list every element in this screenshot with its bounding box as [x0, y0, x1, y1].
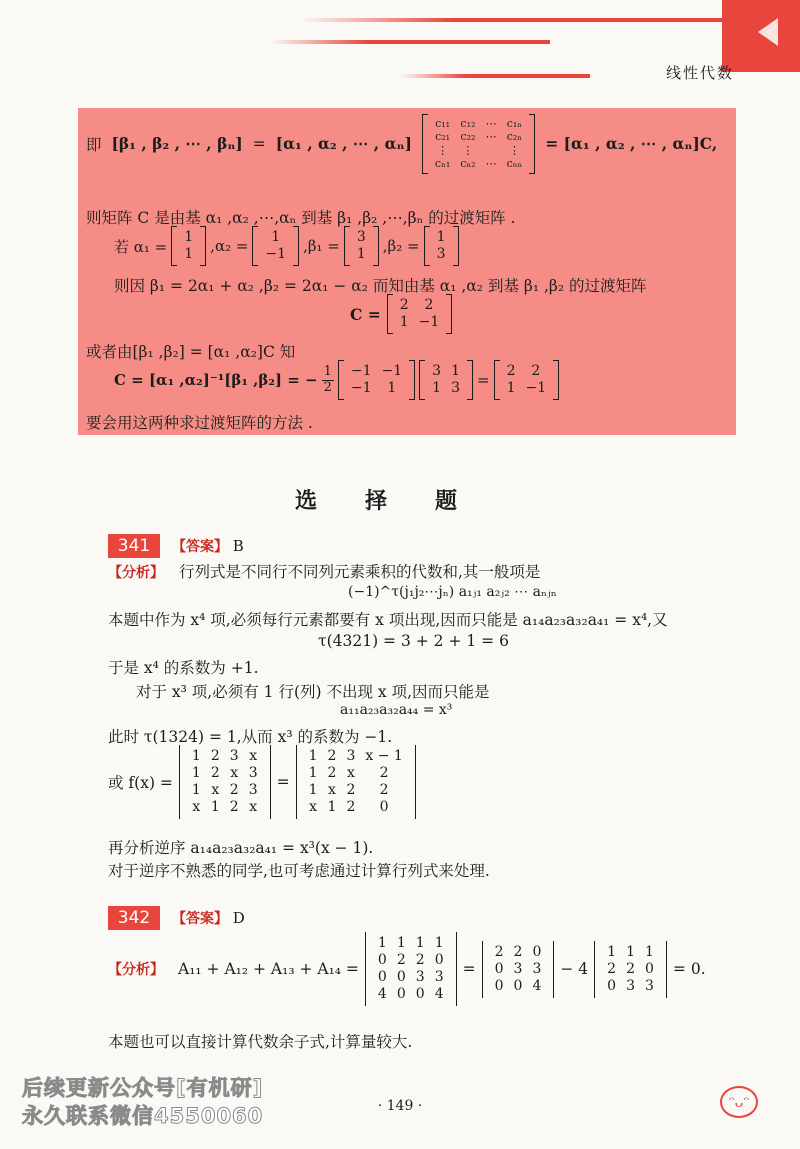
box-line-7: [114, 360, 559, 400]
answer-line: 【答案】 D: [172, 909, 245, 927]
vector-b1: 3 1: [344, 226, 379, 266]
analysis-line-4: 对于 x³ 项,必须有 1 行(列) 不出现 x 项,因而只能是: [136, 683, 490, 701]
box-text: 若 α₁ =: [114, 237, 168, 256]
determinant-3x3-a: 2 2 0 0 3 3 0 0 4: [482, 941, 555, 998]
minus-four: − 4: [560, 960, 589, 979]
question-number: 342: [108, 906, 160, 930]
equals-sign: =: [252, 134, 266, 153]
formula-general-term: (−1)^τ(j₁j₂⋯jₙ) a₁ⱼ₁ a₂ⱼ₂ ⋯ aₙⱼₙ: [348, 584, 557, 600]
matrix-inverse: −1 −1 −1 1: [338, 360, 415, 400]
box-line-5: [350, 294, 452, 334]
box-text: ,β₁ =: [303, 237, 340, 256]
header-stripe: [270, 40, 550, 44]
equals-sign: =: [462, 960, 476, 979]
answer-value: B: [232, 537, 244, 555]
smiley-icon: ᵔᴗᵔ: [720, 1086, 758, 1118]
note-line: 本题也可以直接计算代数余子式,计算量较大.: [108, 1033, 413, 1051]
determinant-equation: [108, 745, 416, 819]
box-text: ,β₂ =: [382, 237, 420, 256]
analysis-line-3: 于是 x⁴ 的系数为 +1.: [108, 659, 259, 677]
box-line-2: 则矩阵 C 是由基 α₁ ,α₂ ,⋯,αₙ 到基 β₁ ,β₂ ,⋯,βₙ 的过渡矩阵 .: [86, 209, 516, 227]
formula-tau: τ(4321) = 3 + 2 + 1 = 6: [318, 632, 509, 650]
summary-box: [78, 108, 736, 435]
question-number: 341: [108, 534, 160, 558]
analysis-line-1: 【分析】 行列式是不同行不同列元素乘积的代数和,其一般项是: [108, 563, 541, 581]
c-matrix: c₁₁ c₁₂ ⋯ c₁ₙ c₂₁ c₂₂ ⋯ c₂ₙ ⋮ ⋮ ⋮ cₙ₁ cₙ₂ ⋯ cₙₙ: [422, 114, 535, 174]
box-line-6: 或者由[β₁ ,β₂] = [α₁ ,α₂]C 知: [86, 343, 296, 361]
determinant-4x4: 1 1 1 1 0 2 2 0 0 0 3 3 4 0 0 4: [365, 932, 457, 1006]
box-text: ,α₂ =: [210, 237, 249, 256]
determinant-1: 1 2 3 x 1 2 x 3 1 x 2 3 x 1 2 x: [179, 745, 271, 819]
analysis-line-8: 对于逆序不熟悉的同学,也可考虑通过计算行列式来处理.: [108, 862, 490, 880]
vector-b2: 1 3: [424, 226, 459, 266]
equals-sign: =: [477, 371, 490, 390]
cofactor-equation: [108, 932, 706, 1006]
vector-a2: 1 −1: [252, 226, 299, 266]
box-text: 即: [86, 135, 102, 154]
box-text: C = [α₁ ,α₂]⁻¹[β₁ ,β₂] = −: [114, 371, 318, 390]
analysis-line-7: 再分析逆序 a₁₄a₂₃a₃₂a₄₁ = x³(x − 1).: [108, 839, 374, 857]
header-stripe: [300, 18, 740, 22]
analysis-line-2: 本题中作为 x⁴ 项,必须每行元素都要有 x 项出现,因而只能是 a₁₄a₂₃a₃₂a₄₁ = x⁴,又: [108, 611, 668, 629]
section-title: 选择题: [294, 489, 505, 514]
formula-x3: a₁₁a₂₃a₃₂a₄₄ = x³: [340, 702, 453, 718]
beta-basis: [β₁ , β₂ , ⋯ , βₙ]: [111, 134, 243, 154]
determinant-2: 1 2 3 x − 1 1 2 x 2 1 x 2 2 x 1 2 0: [296, 745, 416, 819]
box-line-1: [86, 114, 717, 174]
watermark-line-1: 后续更新公众号[有机研]: [22, 1076, 264, 1100]
matrix-B: 3 1 1 3: [419, 360, 473, 400]
answer-line: 【答案】 B: [172, 537, 244, 555]
arrow-icon: [758, 18, 778, 46]
fx-label: 或 f(x) =: [108, 774, 173, 793]
chapter-title: 线性代数: [665, 64, 734, 82]
matrix-C: 2 2 1 −1: [387, 294, 453, 334]
analysis-line-5: 此时 τ(1324) = 1,从而 x³ 的系数为 −1.: [108, 728, 393, 746]
matrix-C-result: 2 2 1 −1: [494, 360, 560, 400]
vector-a1: 1 1: [171, 226, 206, 266]
page-number: · 149 ·: [377, 1098, 423, 1114]
box-text: = [α₁ , α₂ , ⋯ , αₙ]C,: [545, 134, 718, 154]
box-line-4: 则因 β₁ = 2α₁ + α₂ ,β₂ = 2α₁ − α₂ 而知由基 α₁ ,α₂ 到基 β₁ ,β₂ 的过渡矩阵: [114, 277, 647, 295]
box-line-8: 要会用这两种求过渡矩阵的方法 .: [86, 414, 313, 432]
answer-value: D: [232, 909, 245, 927]
fraction: $\frac{1}{2}$: [323, 364, 332, 395]
alpha-basis: [α₁ , α₂ , ⋯ , αₙ]: [275, 134, 412, 154]
header-stripe: [400, 74, 590, 78]
box-line-3: [114, 226, 459, 266]
watermark-line-2: 永久联系微信4550060: [22, 1104, 264, 1128]
cofactor-sum: A₁₁ + A₁₂ + A₁₃ + A₁₄ =: [178, 960, 359, 979]
determinant-3x3-b: 1 1 1 2 2 0 0 3 3: [594, 941, 667, 998]
equals-sign: =: [276, 773, 290, 792]
analysis-label: 【分析】: [108, 962, 164, 979]
result: = 0.: [672, 960, 706, 979]
box-text: C =: [350, 304, 381, 324]
